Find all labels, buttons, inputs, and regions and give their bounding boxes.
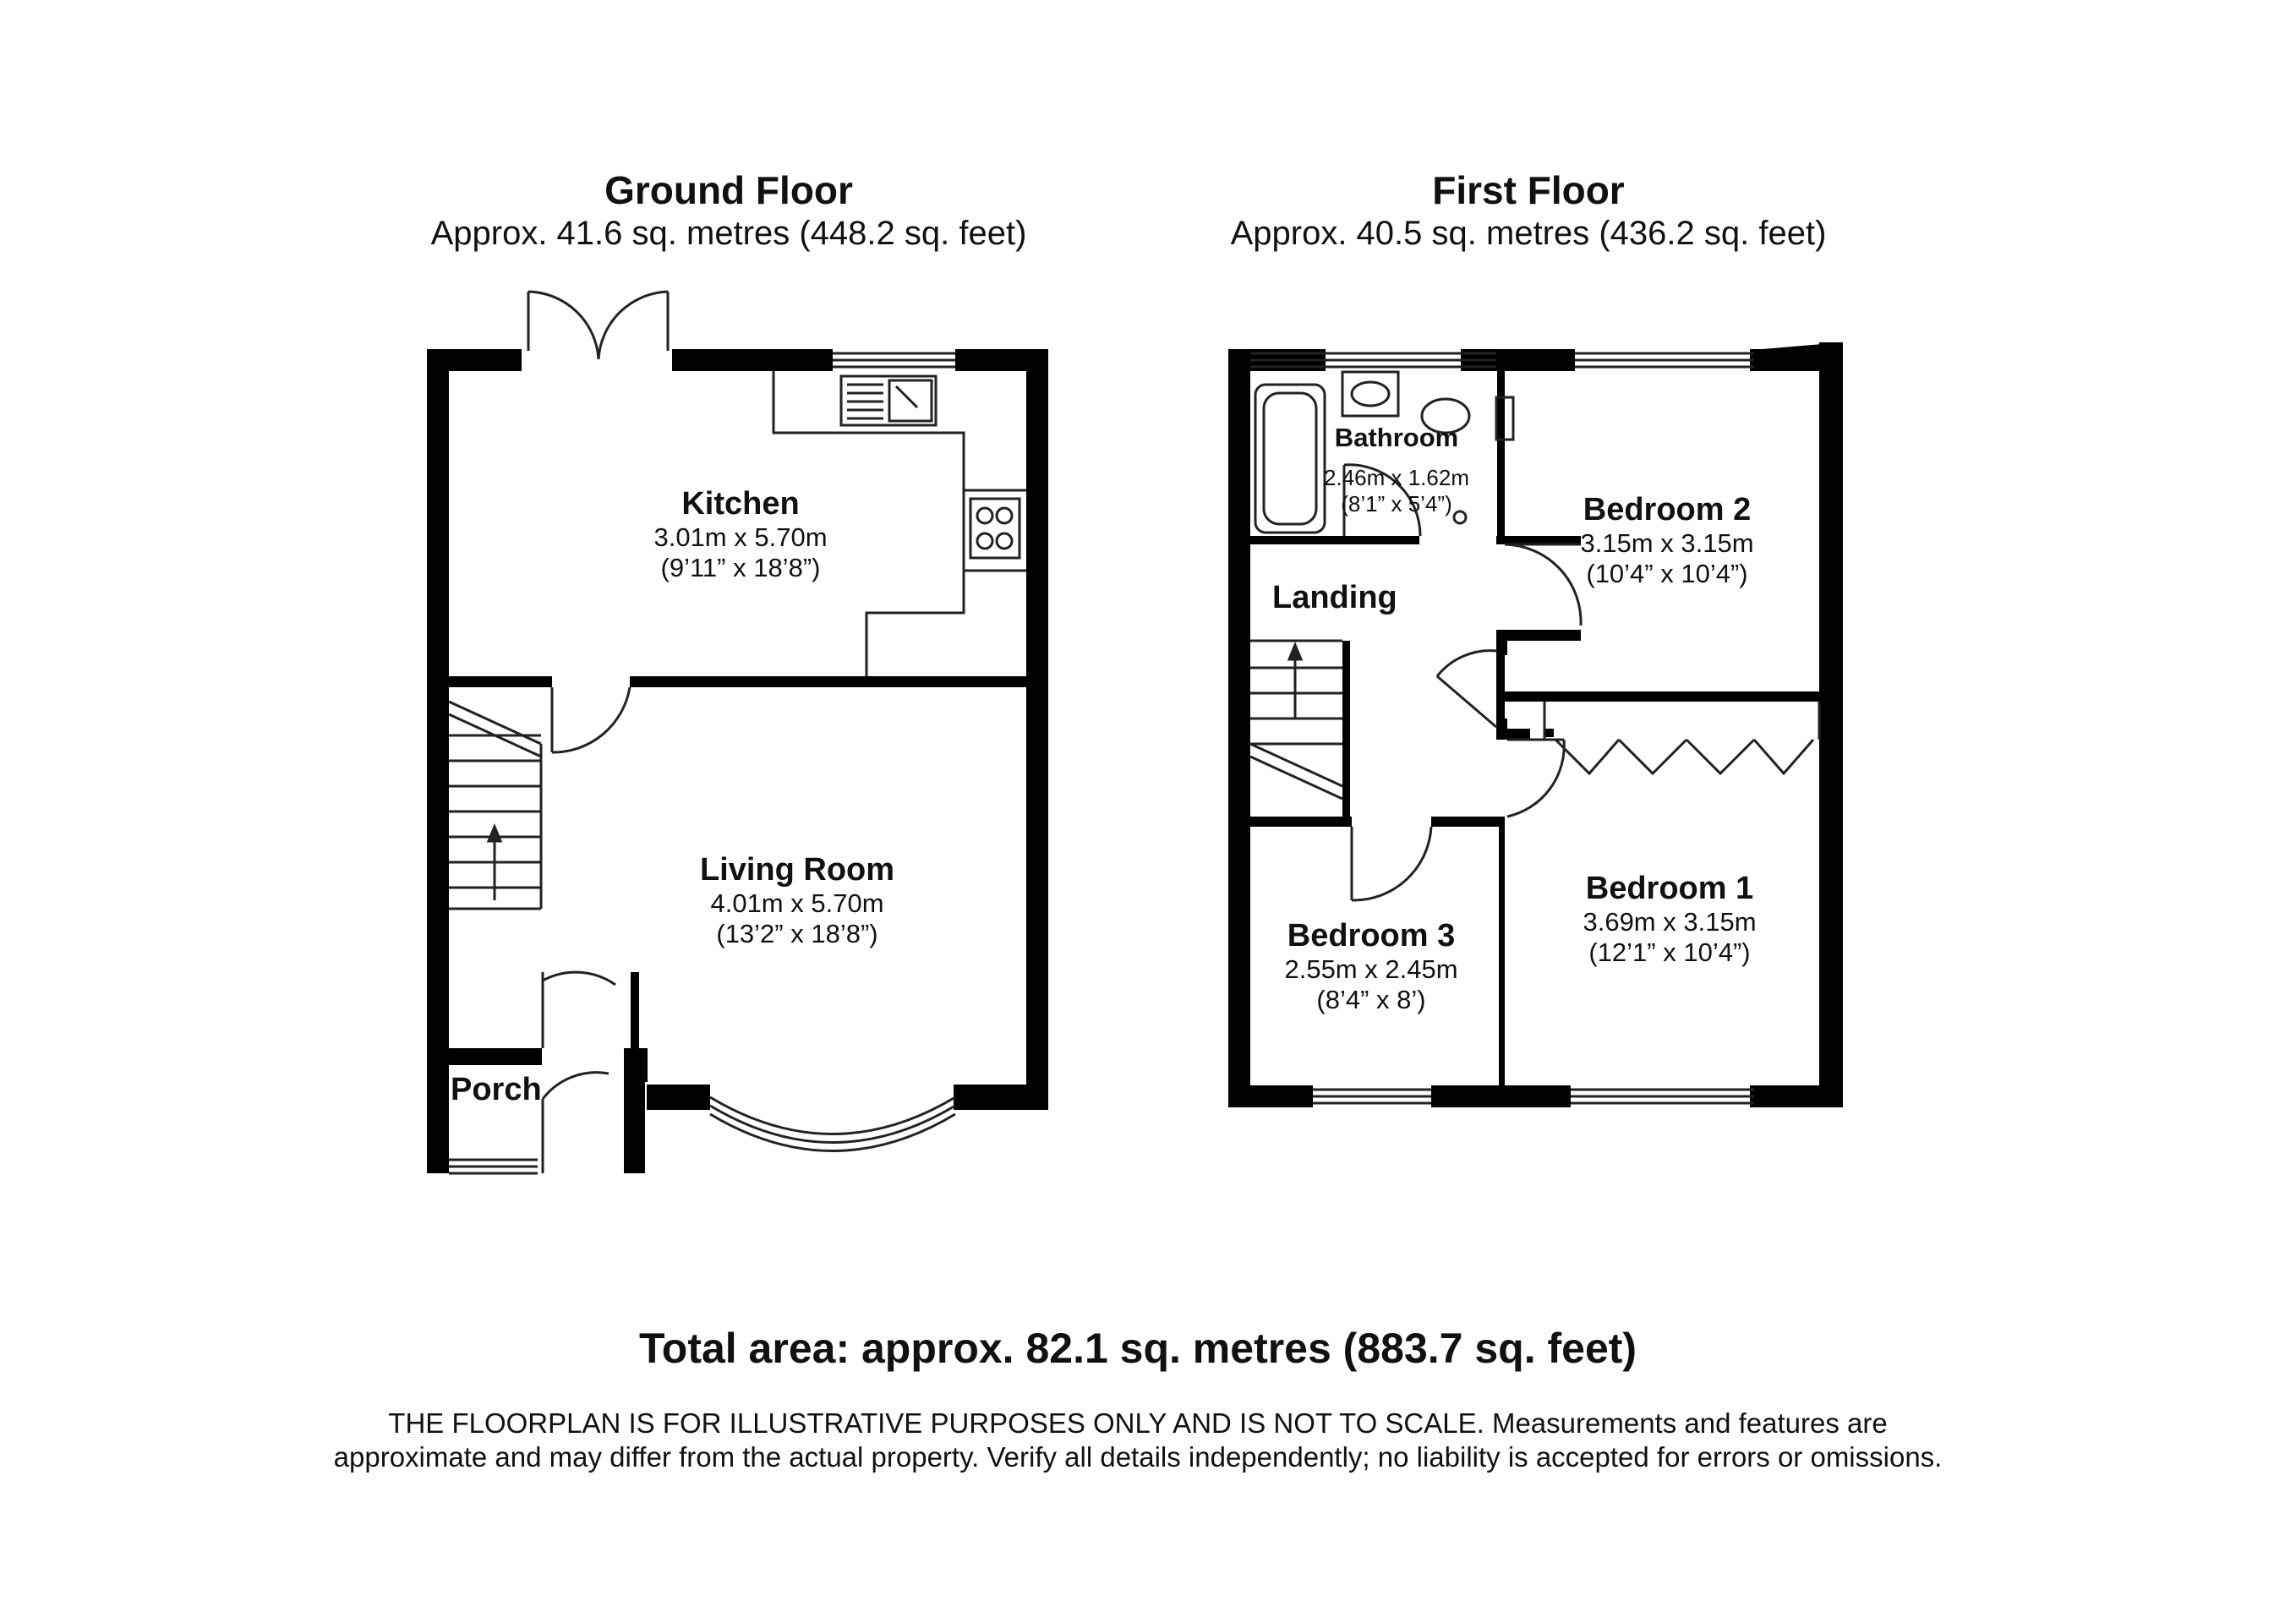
bedroom-1-label <box>1583 871 1756 968</box>
bedroom-3-imperial: (8’4” x 8’) <box>1316 985 1426 1014</box>
ground-floor-area: Approx. 41.6 sq. metres (448.2 sq. feet) <box>430 215 1027 252</box>
bedroom-3-metric: 2.55m x 2.45m <box>1284 954 1458 984</box>
bedroom-2-door <box>1505 544 1581 626</box>
ground-floor-plan <box>427 292 1048 1173</box>
bedroom-1-imperial: (12’1” x 10’4”) <box>1588 937 1751 967</box>
bedroom-2-imperial: (10’4” x 10’4”) <box>1586 559 1748 588</box>
bedroom-3-label <box>1284 918 1457 1015</box>
bedroom-2-window <box>1575 353 1754 367</box>
landing-name: Landing <box>1272 580 1397 615</box>
ground-floor-title: Ground Floor <box>604 168 853 212</box>
bathroom-imperial: (8’1” x 5’4”) <box>1341 491 1452 516</box>
disclaimer-line-1: THE FLOORPLAN IS FOR ILLUSTRATIVE PURPOSES ONLY AND IS NOT TO SCALE. Measurements and features are <box>388 1407 1888 1439</box>
bedroom-1-metric: 3.69m x 3.15m <box>1583 907 1757 937</box>
living-room-label <box>700 852 894 949</box>
bedroom-1-name: Bedroom 1 <box>1585 871 1754 906</box>
bathroom-metric: 2.46m x 1.62m <box>1324 465 1469 490</box>
kitchen-window <box>833 353 955 367</box>
kitchen-sink <box>841 376 936 425</box>
bathroom-name: Bathroom <box>1334 423 1459 452</box>
bedroom-3-door <box>1352 827 1431 900</box>
living-room-name: Living Room <box>699 852 895 888</box>
disclaimer <box>334 1407 1943 1474</box>
total-area: Total area: approx. 82.1 sq. metres (883.7 sq. feet) <box>638 1325 1637 1372</box>
ground-floor-stairs <box>449 702 541 909</box>
bedroom-1-wardrobes <box>1544 702 1819 773</box>
bedroom-2-name: Bedroom 2 <box>1583 492 1752 527</box>
first-floor-title: First Floor <box>1432 168 1625 212</box>
french-doors <box>528 292 668 359</box>
kitchen-metric: 3.01m x 5.70m <box>653 522 828 552</box>
living-room-imperial: (13’2” x 18’8”) <box>716 919 878 948</box>
disclaimer-line-2: approximate and may differ from the actual property. Verify all details independently; no liability is accepted for errors or omissions. <box>333 1441 1943 1473</box>
bedroom-3-name: Bedroom 3 <box>1287 918 1456 954</box>
bedroom-2-metric: 3.15m x 3.15m <box>1580 528 1754 558</box>
landing-cupboard-door <box>1437 651 1496 727</box>
first-floor-stairs <box>1250 641 1342 799</box>
kitchen-imperial: (9’11” x 18’8”) <box>660 553 821 582</box>
bedroom-2-label <box>1580 492 1753 589</box>
kitchen-hob <box>970 499 1020 558</box>
kitchen-door <box>552 687 630 752</box>
living-room-metric: 4.01m x 5.70m <box>710 888 884 918</box>
porch-name: Porch <box>451 1072 542 1107</box>
first-floor-area: Approx. 40.5 sq. metres (436.2 sq. feet) <box>1230 215 1827 252</box>
kitchen-name: Kitchen <box>681 486 800 522</box>
kitchen-label <box>653 486 827 583</box>
bedroom-1-door <box>1507 740 1564 817</box>
bathroom-label <box>1324 423 1469 517</box>
bay-window <box>710 1097 955 1151</box>
